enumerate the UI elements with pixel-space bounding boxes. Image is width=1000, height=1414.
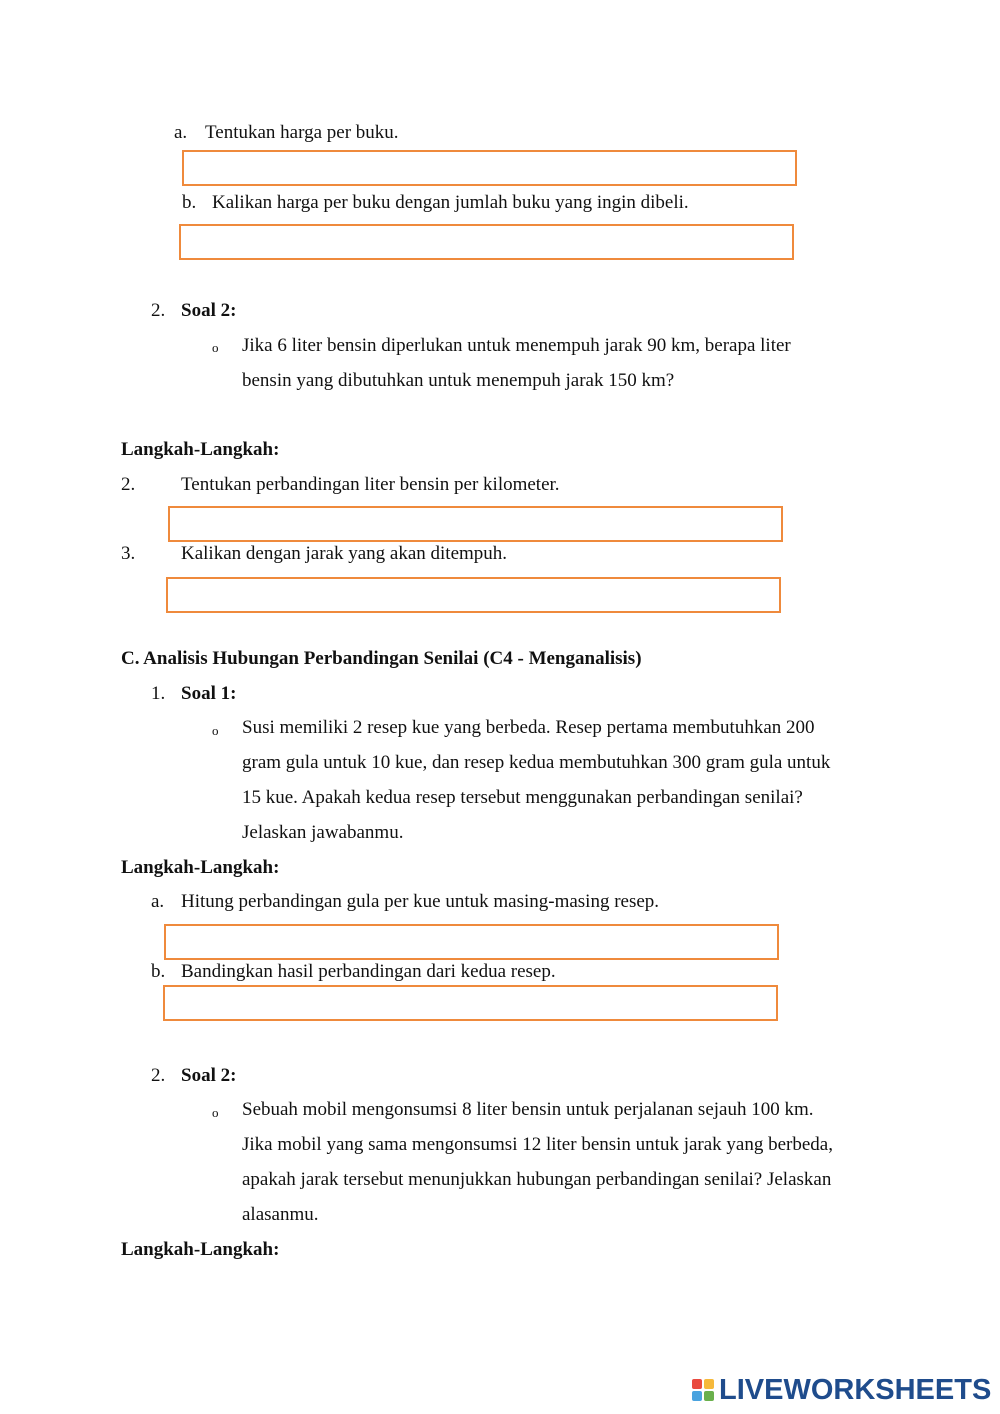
c-step-a-text: Hitung perbandingan gula per kue untuk masing-masing resep. <box>181 891 660 912</box>
c-soal2-title: Soal 2: <box>181 1065 237 1086</box>
bullet-icon: o <box>212 1105 219 1120</box>
bullet-icon: o <box>212 723 219 738</box>
logo-square-icon <box>692 1379 702 1389</box>
section-c-heading: C. Analisis Hubungan Perbandingan Senilai (C4 - Menganalisis) <box>121 648 642 669</box>
c-soal2-question-line-4: alasanmu. <box>242 1204 319 1225</box>
c-soal1-question-line-2: gram gula untuk 10 kue, dan resep kedua membutuhkan 300 gram gula untuk <box>242 752 831 773</box>
answer-box-b2-step2[interactable] <box>168 506 783 542</box>
answer-box-b1b[interactable] <box>179 224 794 260</box>
steps-heading: Langkah-Langkah: <box>121 439 280 460</box>
step-3-text: Kalikan dengan jarak yang akan ditempuh. <box>181 543 508 564</box>
c-soal1-title: Soal 1: <box>181 683 237 704</box>
logo-square-icon <box>692 1391 702 1401</box>
c-step-a-marker: a. <box>151 891 165 912</box>
c-soal1-number: 1. <box>151 683 166 704</box>
step-3-marker: 3. <box>121 543 136 564</box>
c-soal2-number: 2. <box>151 1065 166 1086</box>
step-b-text: Kalikan harga per buku dengan jumlah buku yang ingin dibeli. <box>212 192 689 213</box>
step-a-marker: a. <box>174 122 188 143</box>
c-soal1-question-line-1: Susi memiliki 2 resep kue yang berbeda. Resep pertama membutuhkan 200 <box>242 717 815 738</box>
c-soal2-question-line-1: Sebuah mobil mengonsumsi 8 liter bensin untuk perjalanan sejauh 100 km. <box>242 1099 814 1120</box>
answer-box-b2-step3[interactable] <box>166 577 781 613</box>
answer-box-c1b[interactable] <box>163 985 778 1021</box>
c-step-b-text: Bandingkan hasil perbandingan dari kedua resep. <box>181 961 556 982</box>
c-steps-heading-2: Langkah-Langkah: <box>121 1239 280 1260</box>
logo-square-icon <box>704 1379 714 1389</box>
soal2-question-line-2: bensin yang dibutuhkan untuk menempuh jarak 150 km? <box>242 370 675 391</box>
step-2-text: Tentukan perbandingan liter bensin per kilometer. <box>181 474 560 495</box>
step-2-marker: 2. <box>121 474 136 495</box>
bullet-icon: o <box>212 340 219 355</box>
soal2-question-line-1: Jika 6 liter bensin diperlukan untuk menempuh jarak 90 km, berapa liter <box>242 335 791 356</box>
answer-box-c1a[interactable] <box>164 924 779 960</box>
answer-box-b1a[interactable] <box>182 150 797 186</box>
liveworksheets-logo <box>692 1372 991 1408</box>
liveworksheets-logo-icon <box>692 1379 714 1401</box>
step-b-marker: b. <box>182 192 197 213</box>
logo-square-icon <box>704 1391 714 1401</box>
c-soal1-question-line-4: Jelaskan jawabanmu. <box>242 822 404 843</box>
c-soal2-question-line-3: apakah jarak tersebut menunjukkan hubungan perbandingan senilai? Jelaskan <box>242 1169 832 1190</box>
soal2-number: 2. <box>151 300 166 321</box>
c-step-b-marker: b. <box>151 961 166 982</box>
step-a-text: Tentukan harga per buku. <box>205 122 399 143</box>
c-soal1-question-line-3: 15 kue. Apakah kedua resep tersebut menggunakan perbandingan senilai? <box>242 787 803 808</box>
logo-text: LIVEWORKSHEETS <box>719 1373 992 1406</box>
c-soal2-question-line-2: Jika mobil yang sama mengonsumsi 12 liter bensin untuk jarak yang berbeda, <box>242 1134 833 1155</box>
soal2-title: Soal 2: <box>181 300 237 321</box>
c-steps-heading: Langkah-Langkah: <box>121 857 280 878</box>
